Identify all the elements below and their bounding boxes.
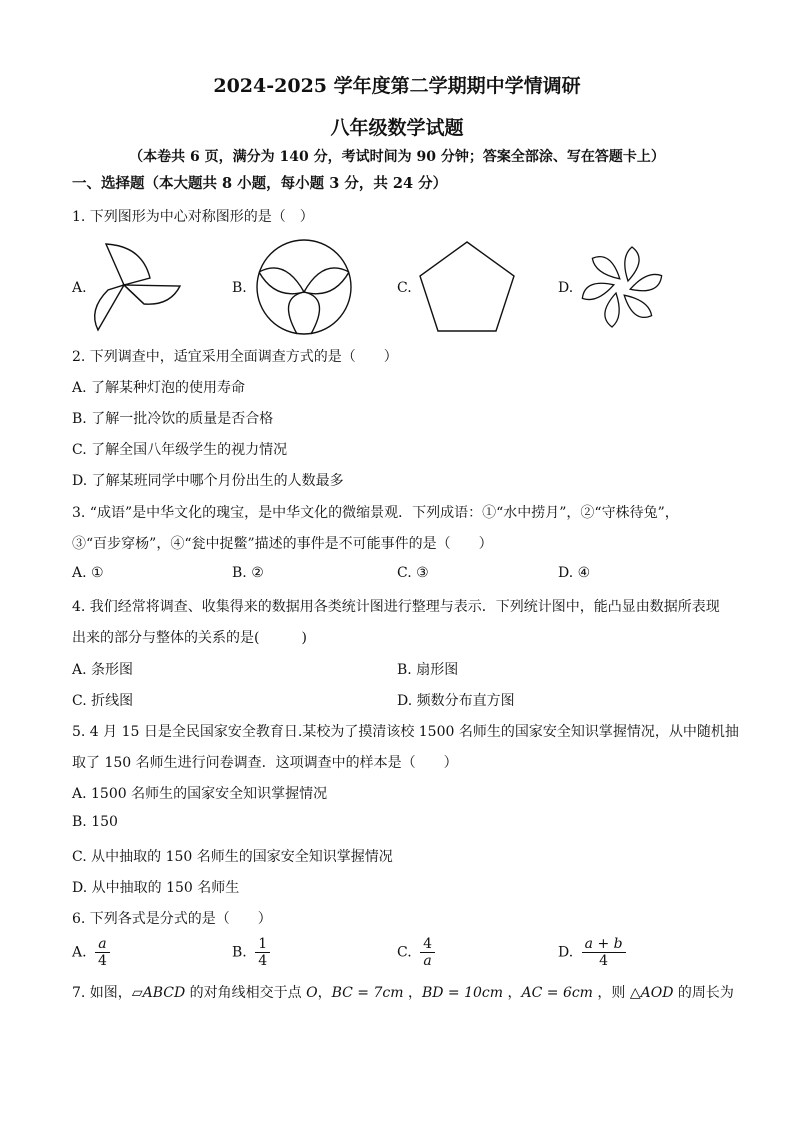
q6-fraction-a — [95, 936, 110, 969]
q7-point: O — [306, 985, 318, 1001]
question-1-stem: 1. 下列图形为中心对称图形的是（ ） — [72, 209, 314, 225]
q1-option-b-label: B. — [232, 280, 247, 296]
q7-sep-2: ， — [403, 985, 422, 1001]
three-blade-pinwheel-icon — [92, 238, 184, 332]
q4-option-a: A. 条形图 — [72, 662, 134, 678]
q7-bd: BD = 10cm — [421, 985, 504, 1001]
q6-fraction-c-denominator: a — [423, 953, 432, 969]
q6-fraction-c — [420, 936, 435, 969]
section-heading: 一、选择题（本大题共 8 小题，每小题 3 分，共 24 分） — [72, 175, 448, 192]
q7-sep-3: ， — [503, 985, 522, 1001]
six-petal-pinwheel-icon — [580, 246, 664, 328]
q6-option-a-label: A. — [72, 944, 87, 961]
q7-middle: 的对角线相交于点 — [185, 985, 307, 1001]
q1-option-a-label: A. — [72, 280, 87, 296]
q6-fraction-b-denominator: 4 — [258, 953, 268, 969]
q2-option-d: D. 了解某班同学中哪个月份出生的人数最多 — [72, 473, 344, 489]
pentagon-icon — [418, 240, 516, 334]
q7-prefix: 7. 如图， — [72, 985, 132, 1001]
q4-option-b: B. 扇形图 — [397, 662, 459, 678]
question-5-line-2: 取了 150 名师生进行问卷调查．这项调查中的样本是（ ） — [72, 755, 458, 771]
q7-suffix: 的周长为 — [673, 985, 734, 1001]
question-4-line-2: 出来的部分与整体的关系的是( ) — [72, 630, 307, 646]
question-3-line-2: ③“百步穿杨”，④“瓮中捉鳖”描述的事件是不可能事件的是（ ） — [72, 536, 493, 552]
q6-fraction-c-numerator: 4 — [420, 936, 435, 953]
q6-option-d — [558, 936, 626, 969]
question-3-line-1: 3. “成语”是中华文化的瑰宝，是中华文化的微缩景观．下列成语：①“水中捞月”，②“守株待兔”， — [72, 505, 679, 521]
q7-sep-4: ，则 — [592, 985, 630, 1001]
q3-option-c: C. ③ — [397, 565, 429, 581]
q2-option-b: B. 了解一批冷饮的质量是否合格 — [72, 411, 274, 427]
q1-option-d-label: D. — [558, 280, 574, 296]
q7-triangle: △AOD — [629, 985, 674, 1001]
q4-option-c: C. 折线图 — [72, 693, 134, 709]
q7-parallelogram: ▱ABCD — [131, 985, 186, 1001]
q6-fraction-d — [582, 936, 626, 969]
q3-option-a: A. ① — [72, 565, 104, 581]
exam-title: 2024-2025 学年度第二学期期中学情调研 — [213, 75, 581, 97]
q4-option-d: D. 频数分布直方图 — [397, 693, 515, 709]
q3-option-d: D. ④ — [558, 565, 591, 581]
q6-fraction-d-numerator: a + b — [582, 936, 626, 953]
exam-subtitle: 八年级数学试题 — [330, 117, 464, 139]
q2-option-c: C. 了解全国八年级学生的视力情况 — [72, 442, 288, 458]
question-2-stem: 2. 下列调查中，适宜采用全面调查方式的是（ ） — [72, 349, 398, 365]
q6-fraction-d-denominator: 4 — [599, 953, 609, 969]
q6-fraction-b — [255, 936, 270, 969]
question-7-stem — [72, 982, 734, 1002]
circle-three-arcs-icon — [255, 238, 353, 336]
q5-option-d: D. 从中抽取的 150 名师生 — [72, 880, 240, 896]
q6-option-b-label: B. — [232, 944, 247, 961]
q6-option-d-label: D. — [558, 944, 574, 961]
q6-fraction-a-denominator: 4 — [98, 953, 107, 969]
q7-ac: AC = 6cm — [521, 985, 593, 1001]
q5-option-b: B. 150 — [72, 814, 118, 830]
question-6-stem: 6. 下列各式是分式的是（ ） — [72, 911, 272, 927]
q3-option-b: B. ② — [232, 565, 264, 581]
q7-sep-1: ， — [317, 985, 332, 1001]
exam-note: （本卷共 6 页，满分为 140 分，考试时间为 90 分钟；答案全部涂、写在答题卡上） — [129, 149, 665, 165]
question-5-line-1: 5. 4 月 15 日是全民国家安全教育日.某校为了摸清该校 1500 名师生的国家安全知识掌握情况，从中随机抽 — [72, 724, 739, 740]
q6-fraction-a-numerator: a — [95, 936, 110, 953]
q6-fraction-b-numerator: 1 — [255, 936, 270, 953]
q1-option-c-label: C. — [397, 280, 412, 296]
q6-option-c-label: C. — [397, 944, 412, 961]
q6-option-a — [72, 936, 110, 969]
q6-option-b — [232, 936, 270, 969]
q5-option-a: A. 1500 名师生的国家安全知识掌握情况 — [72, 786, 328, 802]
q2-option-a: A. 了解某种灯泡的使用寿命 — [72, 380, 246, 396]
question-4-line-1: 4. 我们经常将调查、收集得来的数据用各类统计图进行整理与表示．下列统计图中，能凸显由数据所表现 — [72, 599, 720, 615]
q7-bc: BC = 7cm — [331, 985, 404, 1001]
q6-option-c — [397, 936, 435, 969]
q5-option-c: C. 从中抽取的 150 名师生的国家安全知识掌握情况 — [72, 849, 393, 865]
